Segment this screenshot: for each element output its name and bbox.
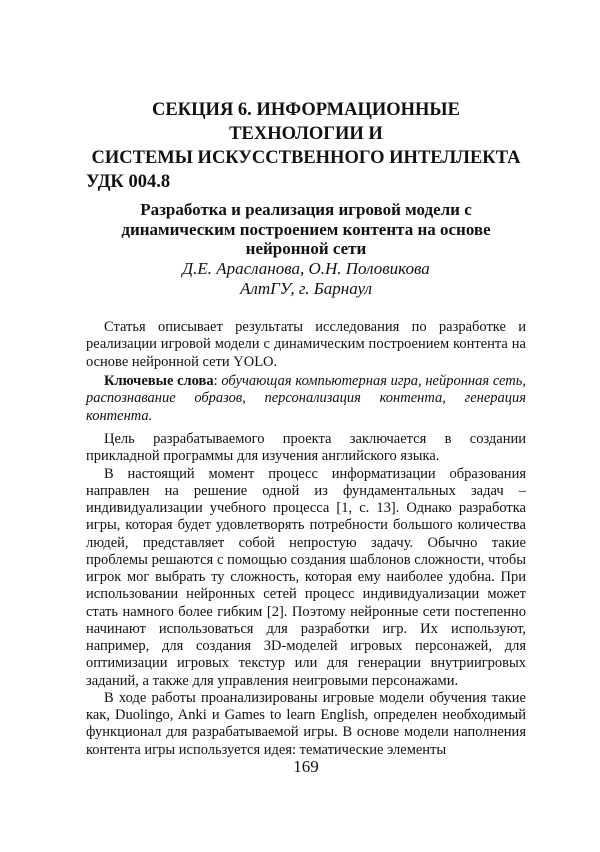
keywords-text: обучающая компьютерная игра, нейронная сеть, распознавание образов, персонализация контента, генерация контента. bbox=[86, 373, 526, 424]
article-title bbox=[86, 200, 526, 259]
udk-code: УДК 004.8 bbox=[86, 171, 170, 193]
keywords-label: Ключевые слова bbox=[104, 373, 214, 389]
article-title-line-1: Разработка и реализация игровой модели с bbox=[86, 200, 526, 220]
section-heading bbox=[86, 98, 526, 170]
keywords-separator: : bbox=[214, 373, 218, 389]
abstract: Статья описывает результаты исследования по разработке и реализации игровой модели с динамическим построением контента на основе нейронной сети YOLO. bbox=[86, 319, 526, 371]
document-page bbox=[86, 0, 526, 852]
keywords bbox=[86, 373, 526, 425]
section-heading-line-1: СЕКЦИЯ 6. ИНФОРМАЦИОННЫЕ ТЕХНОЛОГИИ И bbox=[86, 98, 526, 146]
page-number: 169 bbox=[86, 757, 526, 777]
section-heading-line-2: СИСТЕМЫ ИСКУССТВЕННОГО ИНТЕЛЛЕКТА bbox=[86, 146, 526, 170]
body-paragraph: Цель разрабатываемого проекта заключается в создании прикладной программы для изучения английского языка. bbox=[86, 431, 526, 466]
body-paragraph: В настоящий момент процесс информатизации образования направлен на решение одной из фундаментальных задач – индивидуализации учебного процесса [1, с. 13]. Однако разработка игры, которая будет удовлетворять потребности большого количества людей, представляет собой непростую задачу. Обычно такие проблемы решаются с помощью создания шаблонов сложности, чтобы игрок мог выбрать ту сложность, которая ему наиболее удобна. При использовании нейронных сетей процесс индивидуализации может стать намного более гибким [2]. Поэтому нейронные сети постепенно начинают использоваться для разработки игр. Их используют, например, для создания 3D-моделей игровых персонажей, для оптимизации игровых текстур или для генерации внутриигровых заданий, а также для управления неигровыми персонажами. bbox=[86, 466, 526, 690]
body-text bbox=[86, 431, 526, 759]
authors: Д.Е. Арасланова, О.Н. Половикова bbox=[86, 258, 526, 279]
body-paragraph: В ходе работы проанализированы игровые модели обучения такие как, Duolingo, Anki и Games to learn English, определен необходимый функционал для разрабатываемой игры. В основе модели наполнения контента игры используется идея: тематические элементы bbox=[86, 690, 526, 759]
affiliation: АлтГУ, г. Барнаул bbox=[86, 278, 526, 299]
article-title-line-3: нейронной сети bbox=[86, 239, 526, 259]
article-title-line-2: динамическим построением контента на основе bbox=[86, 220, 526, 240]
